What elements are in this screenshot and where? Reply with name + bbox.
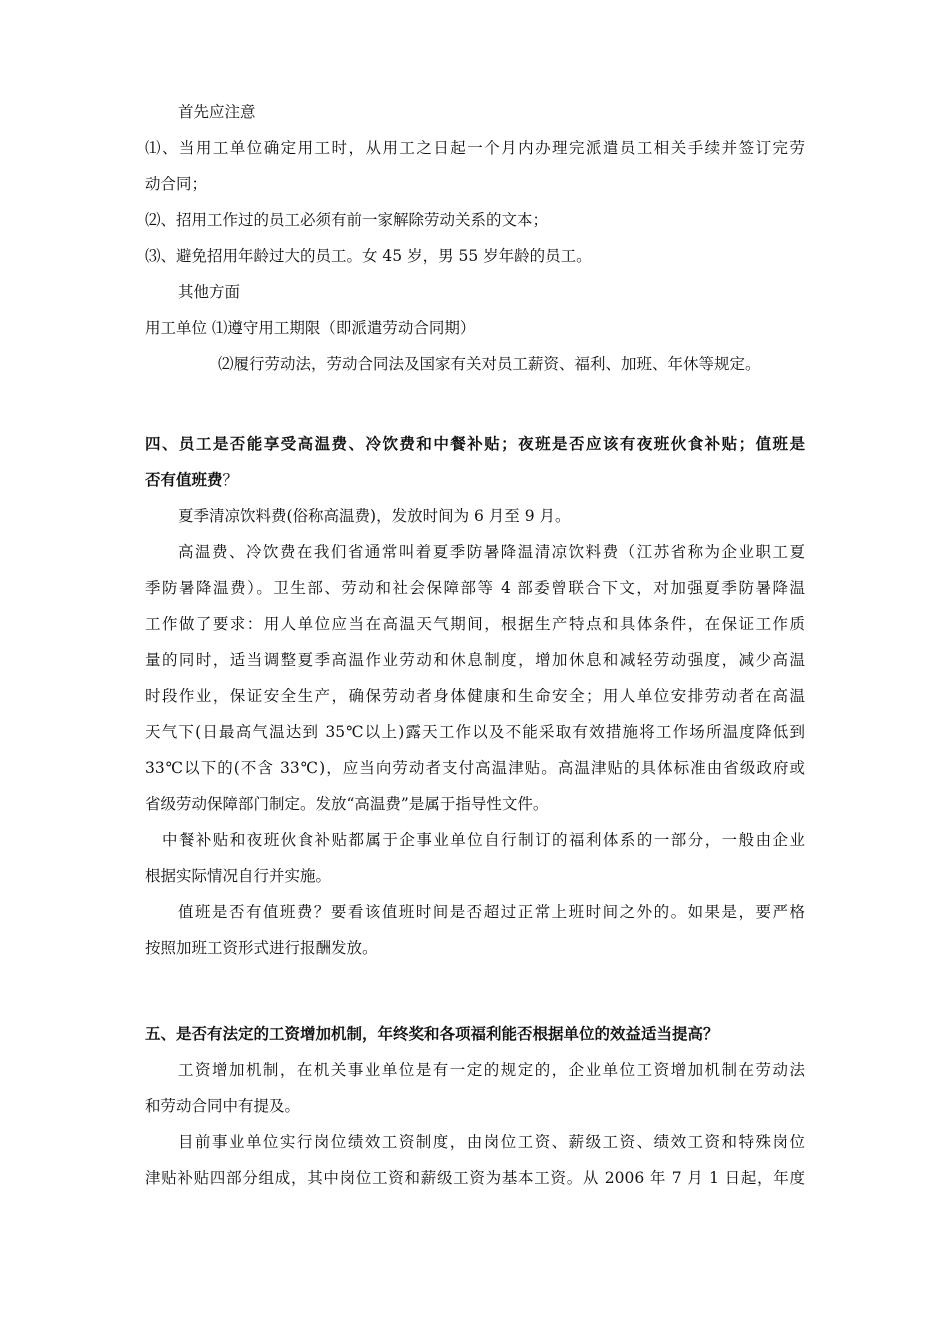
notice-heading: 首先应注意	[178, 103, 256, 121]
section4-line-7: 天气下(日最高气温达到 35℃以上)露天工作以及不能采取有效措施将工作场所温度降低到	[145, 723, 805, 741]
section4-line-13: 按照加班工资形式进行报酬发放。	[145, 939, 378, 957]
section5-title: 五、是否有法定的工资增加机制，年终奖和各项福利能否根据单位的效益适当提高？	[145, 1025, 719, 1043]
section4-title-qmark: ？	[222, 471, 239, 489]
section4-line-9: 省级劳动保障部门制定。发放“高温费”是属于指导性文件。	[145, 795, 549, 813]
section4-line-3: 季防暑降温费）。卫生部、劳动和社会保障部等 4 部委曾联合下文，对加强夏季防暑降温	[145, 579, 805, 597]
notice-item-1: ⑴、当用工单位确定用工时，从用工之日起一个月内办理完派遣员工相关手续并签订完劳	[145, 139, 805, 157]
section4-line-8: 33℃以下的(不含 33℃)，应当向劳动者支付高温津贴。高温津贴的具体标准由省级政府或	[145, 759, 805, 777]
section4-line-12: 值班是否有值班费？要看该值班时间是否超过正常上班时间之外的。如果是，要严格	[178, 903, 805, 921]
section4-title-line1: 四、员工是否能享受高温费、冷饮费和中餐补贴；夜班是否应该有夜班伙食补贴；值班是	[145, 435, 805, 453]
section5-line-1: 工资增加机制，在机关事业单位是有一定的规定的，企业单位工资增加机制在劳动法	[178, 1061, 805, 1079]
section5-line-2: 和劳动合同中有提及。	[145, 1097, 301, 1115]
section4-line-5: 量的同时，适当调整夏季高温作业劳动和休息制度，增加休息和减轻劳动强度，减少高温	[145, 651, 805, 669]
section4-line-6: 时段作业，保证安全生产，确保劳动者身体健康和生命安全；用人单位安排劳动者在高温	[145, 687, 805, 705]
section5-line-4: 津贴补贴四部分组成，其中岗位工资和薪级工资为基本工资。从 2006 年 7 月 1 日起，年度	[145, 1169, 805, 1187]
section4-title-line2	[145, 469, 238, 491]
other-heading: 其他方面	[178, 283, 241, 301]
section4-line-11: 根据实际情况自行并实施。	[145, 867, 332, 885]
other-item-1: 用工单位 ⑴遵守用工期限（即派遣劳动合同期）	[145, 319, 476, 337]
section5-line-3: 目前事业单位实行岗位绩效工资制度，由岗位工资、薪级工资、绩效工资和特殊岗位	[178, 1133, 805, 1151]
section4-line-1: 夏季清凉饮料费(俗称高温费)，发放时间为 6 月至 9 月。	[178, 507, 571, 525]
notice-item-3: ⑶、避免招用年龄过大的员工。女 45 岁，男 55 岁年龄的员工。	[145, 247, 592, 265]
section4-line-2: 高温费、冷饮费在我们省通常叫着夏季防暑降温清凉饮料费（江苏省称为企业职工夏	[178, 543, 805, 561]
notice-item-1-cont: 动合同；	[145, 175, 208, 193]
notice-item-2: ⑵、招用工作过的员工必须有前一家解除劳动关系的文本；	[145, 211, 549, 229]
section4-line-10: 中餐补贴和夜班伙食补贴都属于企事业单位自行制订的福利体系的一部分，一般由企业	[162, 831, 805, 849]
other-item-2: ⑵履行劳动法，劳动合同法及国家有关对员工薪资、福利、加班、年休等规定。	[218, 355, 761, 373]
section4-line-4: 工作做了要求：用人单位应当在高温天气期间，根据生产特点和具体条件，在保证工作质	[145, 615, 805, 633]
section4-title-text: 否有值班费	[145, 471, 223, 489]
